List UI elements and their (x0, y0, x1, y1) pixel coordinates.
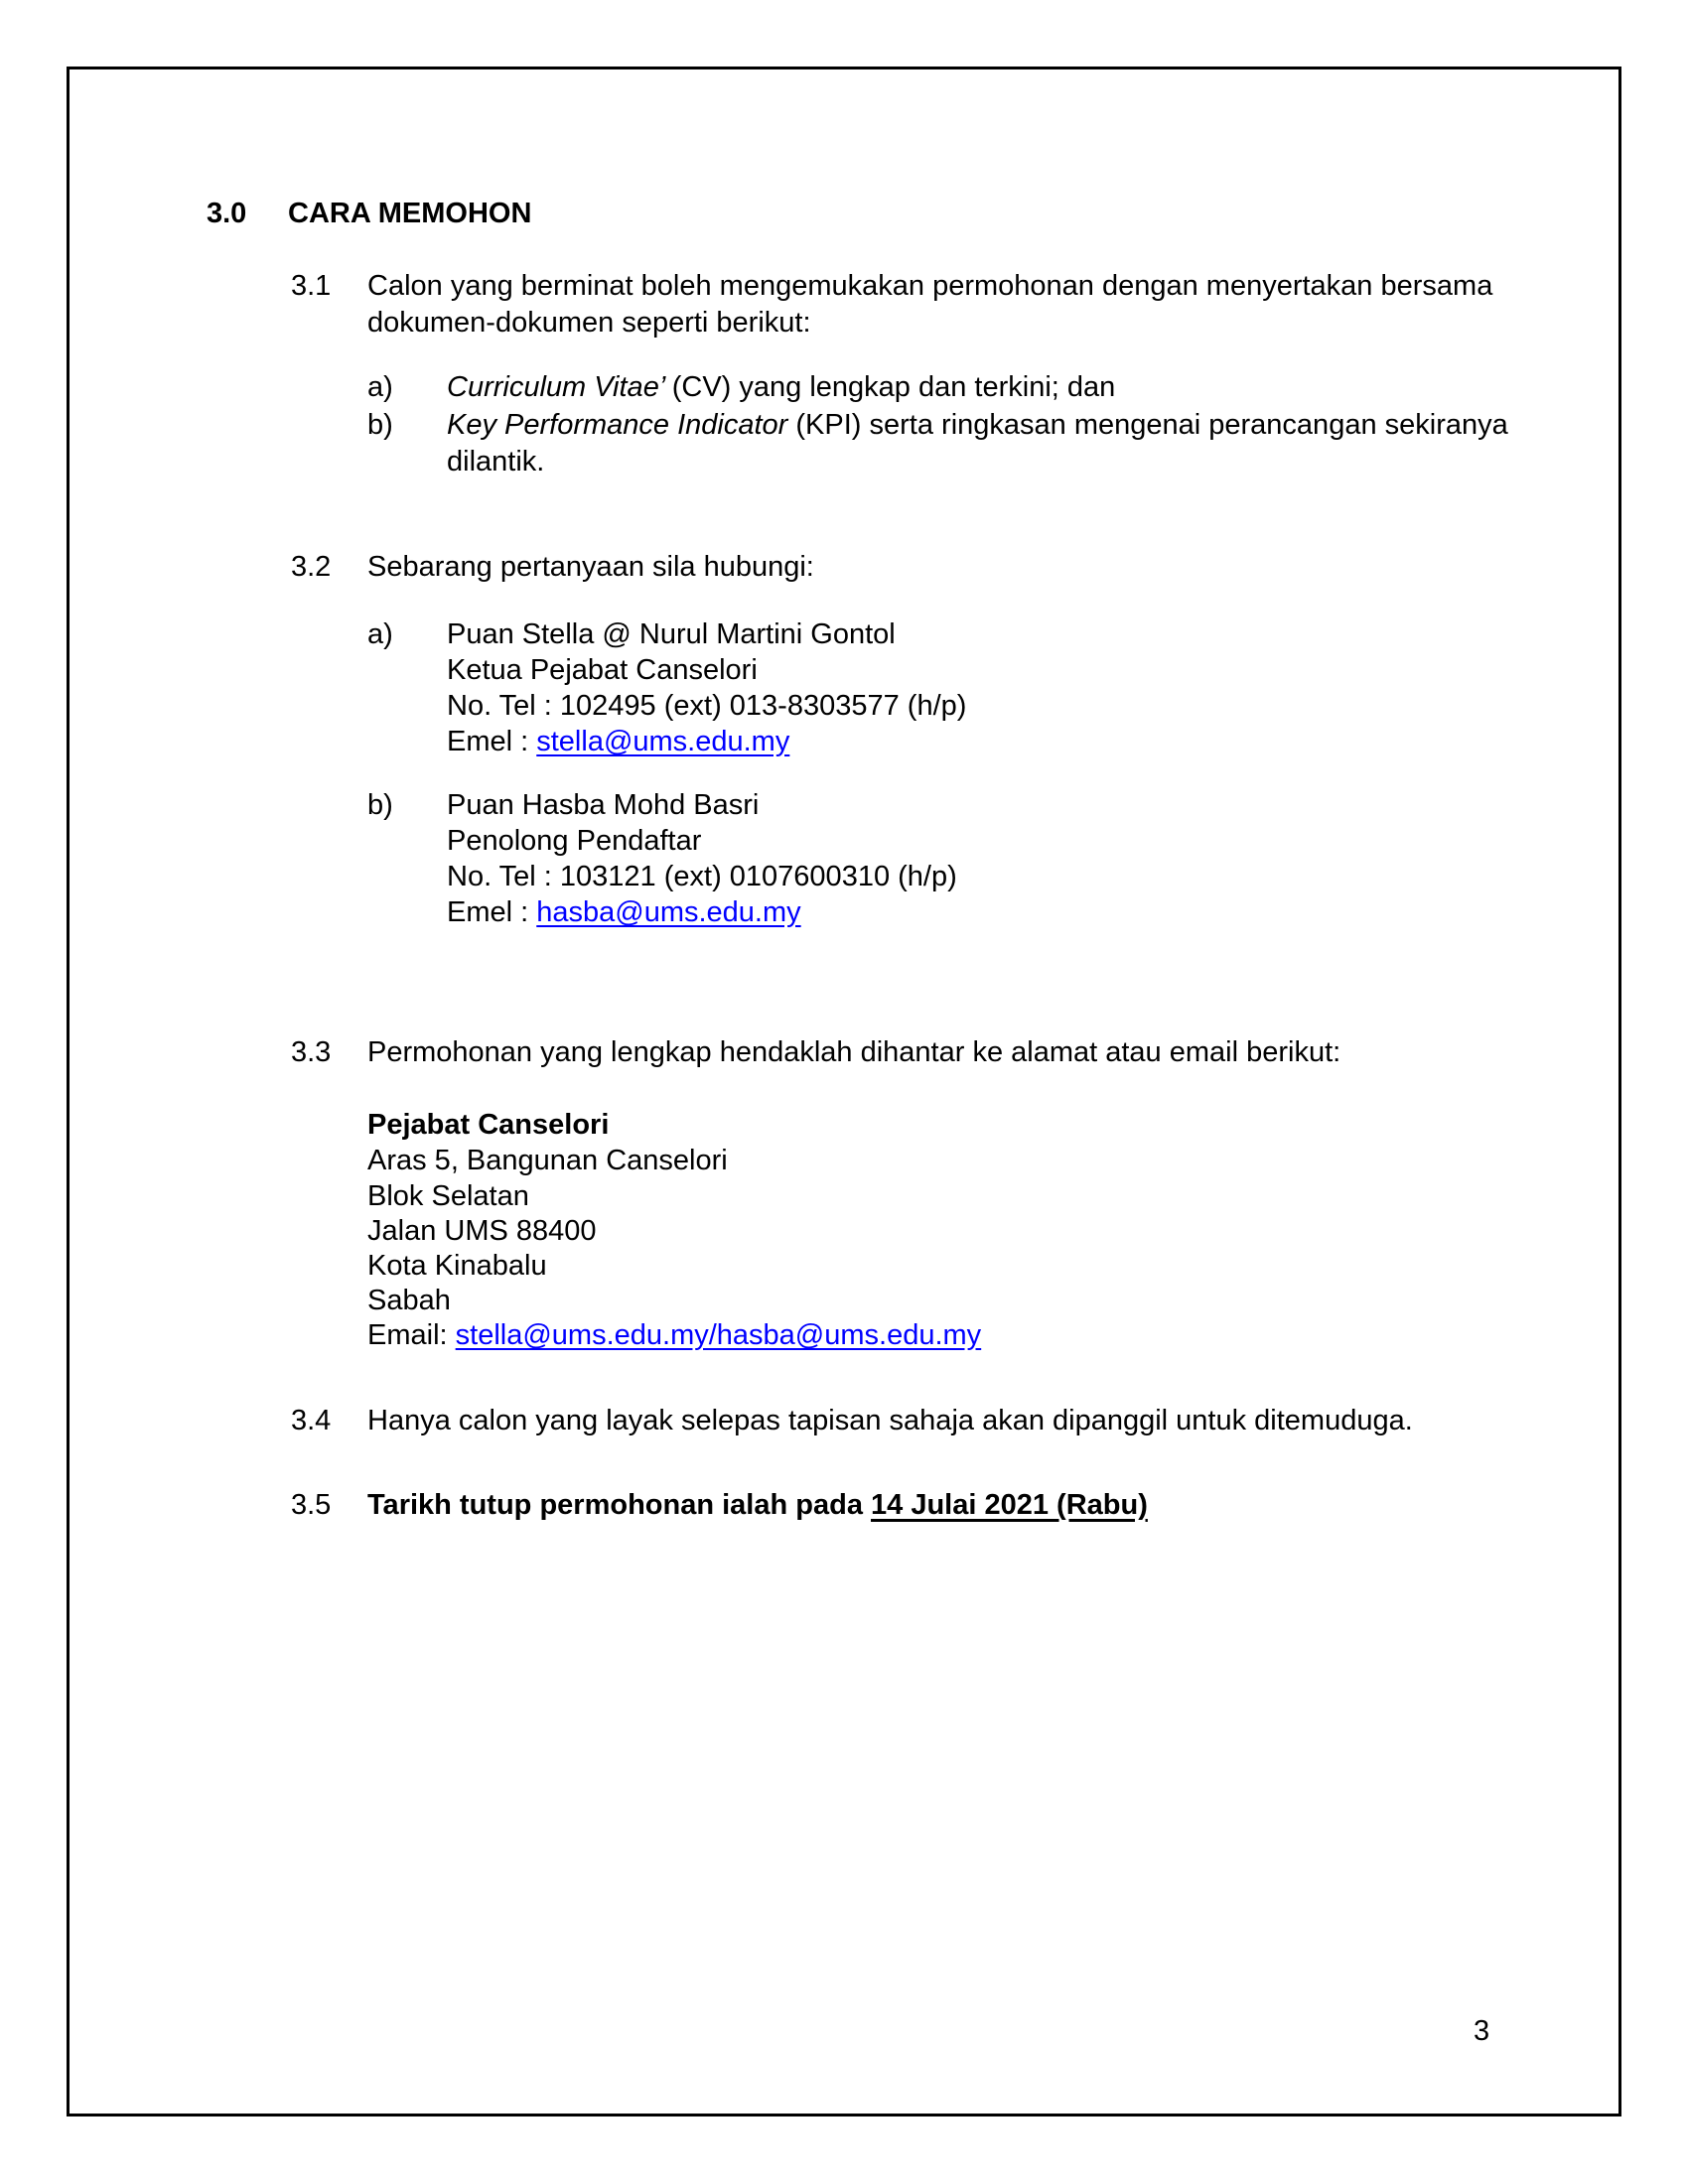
section-35-number: 3.5 (291, 1489, 332, 1521)
section-35-closing-date: 14 Julai 2021 (Rabu) (871, 1489, 1148, 1521)
item-a-italic: Curriculum Vitae’ (447, 371, 672, 403)
contact-b-name: Puan Hasba Mohd Basri (447, 789, 760, 821)
section-32-row (291, 549, 814, 586)
address-line-3: Jalan UMS 88400 (367, 1215, 597, 1247)
section-33-text: Permohonan yang lengkap hendaklah dihantar ke alamat atau email berikut: (367, 1036, 1341, 1068)
address-line-2: Blok Selatan (367, 1180, 529, 1212)
section-33-row (291, 1034, 1340, 1071)
contact-a-email-link[interactable]: stella@ums.edu.my (536, 726, 790, 757)
section-32-number: 3.2 (291, 551, 332, 583)
section-35-text: Tarikh tutup permohonan ialah pada (367, 1489, 872, 1521)
contact-b-phone: No. Tel : 103121 (ext) 0107600310 (h/p) (447, 861, 957, 892)
heading-row (207, 196, 531, 232)
section-31-line-2: dokumen-dokumen seperti berikut: (367, 307, 811, 339)
address-line-5: Sabah (367, 1285, 451, 1316)
item-b-text: (KPI) serta ringkasan mengenai perancangan sekiranya (795, 409, 1508, 441)
heading-number: 3.0 (207, 198, 247, 229)
address-office: Pejabat Canselori (367, 1109, 610, 1141)
address-email-label: Email: (367, 1319, 456, 1351)
section-32-text: Sebarang pertanyaan sila hubungi: (367, 551, 814, 583)
address-line-4: Kota Kinabalu (367, 1250, 547, 1282)
contact-a-email-row (447, 724, 789, 760)
item-b-label: b) (367, 409, 393, 441)
item-b-italic: Key Performance Indicator (447, 409, 796, 441)
address-email-row (367, 1317, 981, 1354)
item-a-label: a) (367, 371, 393, 403)
contact-b-label: b) (367, 789, 393, 821)
contact-a-phone: No. Tel : 102495 (ext) 013-8303577 (h/p) (447, 690, 967, 722)
contact-b-email-row (447, 894, 801, 931)
section-31-number: 3.1 (291, 270, 332, 302)
section-34-row (291, 1403, 1413, 1439)
contact-b-email-link[interactable]: hasba@ums.edu.my (536, 896, 801, 928)
contact-a-name: Puan Stella @ Nurul Martini Gontol (447, 618, 896, 650)
section-34-number: 3.4 (291, 1405, 332, 1436)
contact-b-email-label: Emel : (447, 896, 537, 928)
contact-a-label: a) (367, 618, 393, 650)
item-a-text: (CV) yang lengkap dan terkini; dan (671, 371, 1116, 403)
contact-a-title: Ketua Pejabat Canselori (447, 654, 758, 686)
page-number: 3 (1474, 2015, 1490, 2047)
contact-b-row (367, 787, 759, 824)
contact-a-email-label: Emel : (447, 726, 537, 757)
section-31-line-1: Calon yang berminat boleh mengemukakan permohonan dengan menyertakan bersama (367, 270, 1493, 302)
item-b-continuation: dilantik. (447, 446, 545, 478)
address-email-link[interactable]: stella@ums.edu.my/hasba@ums.edu.my (455, 1319, 982, 1351)
section-33-number: 3.3 (291, 1036, 332, 1068)
item-a-row (367, 369, 1115, 406)
section-34-text: Hanya calon yang layak selepas tapisan sahaja akan dipanggil untuk ditemuduga. (367, 1405, 1413, 1436)
contact-b-title: Penolong Pendaftar (447, 825, 702, 857)
contact-a-row (367, 616, 896, 653)
item-b-row (367, 407, 1508, 444)
heading-title: CARA MEMOHON (288, 198, 532, 229)
section-35-row (291, 1487, 1148, 1524)
address-line-1: Aras 5, Bangunan Canselori (367, 1145, 728, 1176)
section-31-row (291, 268, 1492, 305)
